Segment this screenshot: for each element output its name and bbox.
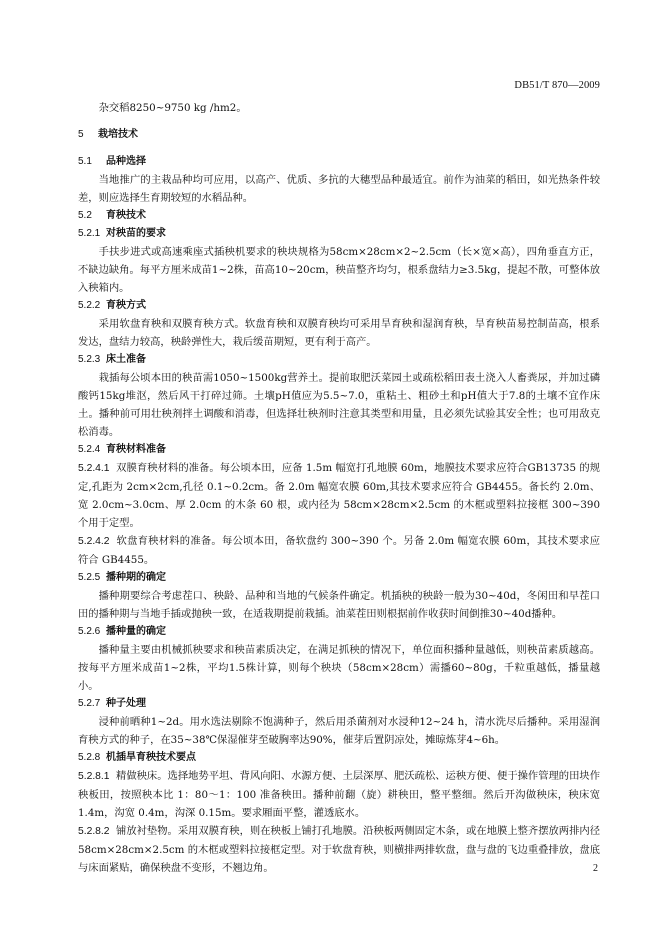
section-text-5-2-2: 采用软盘育秧和双膜育秧方式。软盘育秧和双膜育秧均可采用旱育秧和湿润育秧，旱育秧苗易控制苗高，根系发达，盘结力较高，秧龄弹性大，栽后缓苗期短，更有利于高产。 [78, 318, 600, 348]
section-text-5-2-3: 栽插每公顷本田的秧苗需1050~1500kg营养土。提前取肥沃菜园土或疏松稻田表土浇入人畜粪尿，并加过磷酸钙15kg堆沤，然后风干打碎过筛。土壤pH值应为5.5~7.0，重粘土、粗砂土和pH值大于7.8的土壤不宜作床土。播种前可用壮秧剂拌土调酸和消毒，但选择壮秧剂时注意其类型和用量，且必须先试验其安全性；也可用敌克松消毒。 [78, 372, 600, 438]
section-heading-5-2-2 [78, 297, 600, 315]
clause-number: 5.2.4.2 [78, 536, 110, 547]
section-heading-5-2 [78, 207, 600, 225]
section-text-5-2-6: 播种量主要由机械抓秧要求和秧苗素质决定，在满足抓秧的情况下，单位面积播种量越低，则秧苗素质越高。按每平方厘米成苗1~2株，平均1.5株计算，则每个秧块（58cm×28cm）需播60~80g，千粒重越低，播量越小。 [78, 644, 600, 692]
clause-text: 软盘育秧材料的准备。每公顷本田，备软盘约 300~390 个。另备 2.0m 幅宽农膜 60m，其技术要求应符合 GB4455。 [78, 535, 601, 566]
section-number: 5.2.8 [78, 752, 101, 763]
section-number: 5.2.2 [78, 300, 101, 311]
section-title: 床土准备 [106, 354, 146, 365]
section-text-5-2-8-1 [78, 767, 600, 822]
section-heading-5-2-5 [78, 569, 600, 587]
section-title: 育秧技术 [106, 210, 146, 221]
clause-number: 5.2.8.2 [78, 826, 110, 837]
section-number: 5.2.7 [78, 698, 101, 709]
section-number: 5.2.6 [78, 626, 101, 637]
section-title: 育秧方式 [106, 300, 146, 311]
section-number: 5.2.3 [78, 354, 101, 365]
section-title: 对秧苗的要求 [106, 228, 166, 239]
section-heading-5-2-8 [78, 749, 600, 767]
section-text-5-1: 当地推广的主栽品种均可应用，以高产、优质、多抗的大穗型品种最适宜。前作为油菜的稻田，如光热条件较差，则应选择生育期较短的水稻品种。 [78, 174, 600, 204]
section-text-5-2-7: 浸种前晒种1~2d。用水选法剔除不饱满种子，然后用杀菌剂对水浸种12~24 h，清水洗尽后播种。采用湿润育秧方式的种子，在35~38℃保湿催芽至破胸率达90%，催芽后置阴凉处，摊晾炼芽4~6h。 [78, 716, 600, 746]
section-heading-5-2-6 [78, 623, 600, 641]
section-title: 播种期的确定 [106, 572, 166, 583]
section-heading-5-2-3 [78, 351, 600, 369]
section-title: 机插旱育秧技术要点 [106, 752, 196, 763]
section-title: 育秧材料准备 [106, 444, 166, 455]
section-text-5-2-4-1 [78, 459, 600, 532]
section-number: 5.1 [78, 156, 92, 167]
document-body [78, 99, 600, 877]
section-heading-5 [78, 126, 600, 144]
section-title: 栽培技术 [98, 129, 138, 140]
section-heading-5-2-7 [78, 695, 600, 713]
section-title: 种子处理 [106, 698, 146, 709]
clause-text: 铺放衬垫物。采用双膜育秧，则在秧板上铺打孔地膜。沿秧板两侧固定木条，或在地膜上整齐摆放两排内径 58cm×28cm×2.5cm 的木框或塑料拉接框定型。对于软盘育秧，则横排两排软盘，盘与盘的飞边重叠排放，盘底与床面紧贴，确保秧盘不变形，不翘边角。 [78, 825, 600, 874]
section-number: 5.2.5 [78, 572, 101, 583]
section-heading-5-1 [78, 153, 600, 171]
section-title: 播种量的确定 [106, 626, 166, 637]
page-number: 2 [593, 863, 598, 874]
section-number: 5 [78, 129, 84, 140]
clause-number: 5.2.8.1 [78, 771, 110, 782]
section-text-5-2-5: 播种期要综合考虑茬口、秧龄、品种和当地的气候条件确定。机插秧的秧龄一般为30~40d，冬闲田和早茬口田的播种期与当地手插或抛秧一致，在适栽期提前栽插。油菜茬田则根据前作收获时间倒推30~40d播种。 [78, 590, 600, 620]
section-text-5-2-4-2 [78, 532, 600, 569]
clause-text: 精做秧床。选择地势平坦、背风向阳、水源方便、土层深厚、肥沃疏松、运秧方便、便于操作管理的田块作秧板田，按照秧本比 1：80～1：100 准备秧田。播种前翻（旋）耕秧田，整平整细。然后开沟做秧床，秧床宽 1.4m，沟宽 0.4m，沟深 0.15m。要求厢面平整，灌透底水。 [78, 770, 600, 819]
section-number: 5.2.1 [78, 228, 101, 239]
section-heading-5-2-1 [78, 225, 600, 243]
section-title: 品种选择 [106, 156, 146, 167]
section-number: 5.2 [78, 210, 92, 221]
intro-line: 杂交稻8250~9750 kg /hm2。 [98, 102, 247, 114]
clause-text: 双膜育秧材料的准备。每公顷本田，应备 1.5m 幅宽打孔地膜 60m，地膜技术要求应符合GB13735 的规定,孔距为 2cm×2cm,孔径 0.1~0.2cm。备 2.0m 幅宽农膜 60m,其技术要求应符合 GB4455。备长约 2.0m、宽 2.0cm~3.0cm、厚 2.0cm 的木条 60 根，或内径为 58cm×28cm×2.5cm 的木框或塑料拉接框 300~390 个用于定型。 [78, 462, 600, 529]
section-number: 5.2.4 [78, 444, 101, 455]
standard-code-header: DB51/T 870—2009 [514, 80, 600, 91]
clause-number: 5.2.4.1 [78, 463, 110, 474]
section-heading-5-2-4 [78, 441, 600, 459]
section-text-5-2-1: 手扶步进式或高速乘座式插秧机要求的秧块规格为58cm×28cm×2~2.5cm（长×宽×高），四角垂直方正，不缺边缺角。每平方厘米成苗1~2株，苗高10~20cm，秧苗整齐均匀，根系盘结力≥3.5kg，提起不散，可整体放入秧箱内。 [78, 246, 600, 294]
section-text-5-2-8-2 [78, 822, 600, 877]
